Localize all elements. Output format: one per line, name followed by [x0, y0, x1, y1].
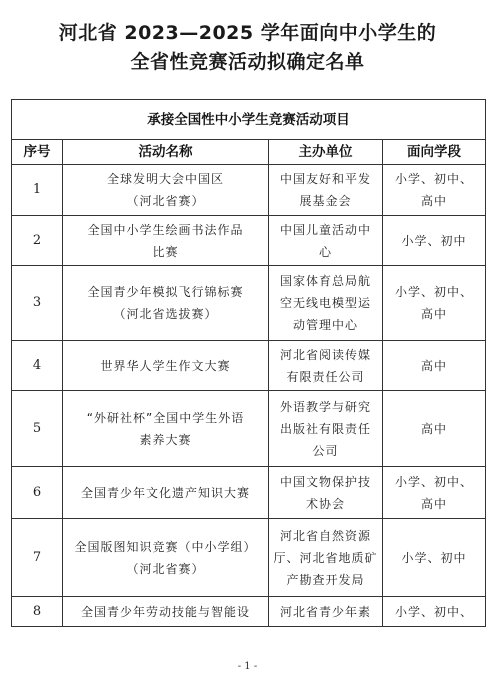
organizer-line: 术协会 — [305, 496, 345, 511]
school-level-cell — [383, 266, 486, 341]
school-level-line: 小学、初中 — [401, 550, 467, 565]
row-number-cell: 5 — [12, 391, 63, 467]
activity-name-line: 比赛 — [152, 244, 179, 259]
activity-name-line: 全国青少年劳动技能与智能设 — [80, 604, 250, 619]
organizer-cell — [269, 467, 383, 519]
header-name: 活动名称 — [63, 140, 269, 165]
organizer-cell — [269, 165, 383, 216]
activity-name-line: （河北省赛） — [126, 561, 205, 576]
organizer-cell — [269, 391, 383, 467]
header-no: 序号 — [12, 140, 63, 165]
organizer-line: 心 — [318, 244, 332, 259]
activity-name-cell — [63, 597, 269, 627]
organizer-line: 空无线电模型运 — [279, 296, 371, 310]
table-body — [12, 165, 486, 627]
row-number-cell: 2 — [12, 216, 63, 266]
organizer-line: 中国儿童活动中 — [279, 222, 371, 237]
organizer-cell — [269, 266, 383, 341]
organizer-line: 公司 — [312, 443, 339, 458]
school-level-line: 高中 — [420, 194, 447, 208]
activity-name-line: “外研社杯”全国中学生外语 — [86, 410, 245, 425]
activity-name-cell — [63, 467, 269, 519]
organizer-line: 动管理中心 — [292, 318, 358, 332]
school-level-line: 高中 — [420, 358, 447, 373]
organizer-line: 外语教学与研究 — [279, 399, 371, 414]
school-level-cell — [383, 165, 486, 216]
activity-name-line: （河北省选拔赛） — [113, 307, 218, 321]
organizer-line: 产勘查开发局 — [286, 572, 365, 587]
table-caption: 承接全国性中小学生竞赛活动项目 — [12, 100, 486, 140]
table-row — [12, 391, 486, 467]
school-level-cell — [383, 597, 486, 627]
activity-name-line: 素养大赛 — [139, 432, 192, 447]
activity-name-line: 全国青少年模拟飞行锦标赛 — [87, 285, 244, 299]
school-level-line: 高中 — [420, 496, 447, 511]
school-level-line: 小学、初中、 — [394, 285, 473, 299]
organizer-cell — [269, 597, 383, 627]
school-level-cell — [383, 341, 486, 391]
organizer-line: 中国文物保护技 — [279, 474, 371, 489]
organizer-cell — [269, 519, 383, 597]
table-row — [12, 216, 486, 266]
school-level-cell — [383, 216, 486, 266]
competition-table — [11, 99, 486, 627]
row-number-cell: 6 — [12, 467, 63, 519]
school-level-line: 小学、初中、 — [394, 172, 473, 186]
table-row — [12, 266, 486, 341]
row-number-cell: 4 — [12, 341, 63, 391]
organizer-line: 河北省自然资源 — [279, 528, 371, 543]
activity-name-line: 全国版图知识竞赛（中小学组） — [74, 539, 257, 554]
school-level-line: 高中 — [420, 307, 447, 321]
school-level-line: 小学、初中 — [401, 233, 467, 248]
table-row — [12, 341, 486, 391]
organizer-line: 河北省阅读传媒 — [279, 347, 371, 362]
activity-name-cell — [63, 519, 269, 597]
activity-name-cell — [63, 216, 269, 266]
table-row — [12, 519, 486, 597]
activity-name-cell — [63, 165, 269, 216]
organizer-line: 河北省青少年素 — [279, 604, 371, 619]
school-level-cell — [383, 391, 486, 467]
activity-name-cell — [63, 341, 269, 391]
page-title-line2: 全省性竞赛活动拟确定名单 — [130, 51, 365, 73]
school-level-line: 小学、初中、 — [394, 604, 473, 619]
table-row — [12, 597, 486, 627]
page-title-line1: 河北省 2023—2025 学年面向中小学生的 — [58, 22, 437, 44]
activity-name-line: 全国青少年文化遗产知识大赛 — [80, 485, 250, 500]
activity-name-cell — [63, 266, 269, 341]
school-level-line: 小学、初中、 — [394, 474, 473, 489]
row-number-cell: 1 — [12, 165, 63, 216]
header-level: 面向学段 — [383, 140, 486, 165]
organizer-line: 中国友好和平发 — [279, 172, 371, 186]
organizer-line: 厅、河北省地质矿 — [273, 550, 378, 565]
row-number-cell: 8 — [12, 597, 63, 627]
activity-name-line: 世界华人学生作文大赛 — [100, 358, 231, 373]
organizer-line: 国家体育总局航 — [279, 274, 371, 288]
table-row — [12, 467, 486, 519]
school-level-cell — [383, 519, 486, 597]
school-level-line: 高中 — [420, 421, 447, 436]
activity-name-line: 全球发明大会中国区 — [106, 172, 224, 186]
organizer-line: 有限责任公司 — [286, 369, 365, 384]
organizer-line: 展基金会 — [299, 194, 352, 208]
page-number: - 1 - — [237, 661, 258, 672]
activity-name-line: （河北省赛） — [126, 194, 205, 208]
row-number-cell: 3 — [12, 266, 63, 341]
organizer-line: 出版社有限责任 — [279, 421, 371, 436]
activity-name-cell — [63, 391, 269, 467]
header-org: 主办单位 — [269, 140, 383, 165]
row-number-cell: 7 — [12, 519, 63, 597]
table-row — [12, 165, 486, 216]
organizer-cell — [269, 341, 383, 391]
organizer-cell — [269, 216, 383, 266]
activity-name-line: 全国中小学生绘画书法作品 — [87, 222, 244, 237]
school-level-cell — [383, 467, 486, 519]
